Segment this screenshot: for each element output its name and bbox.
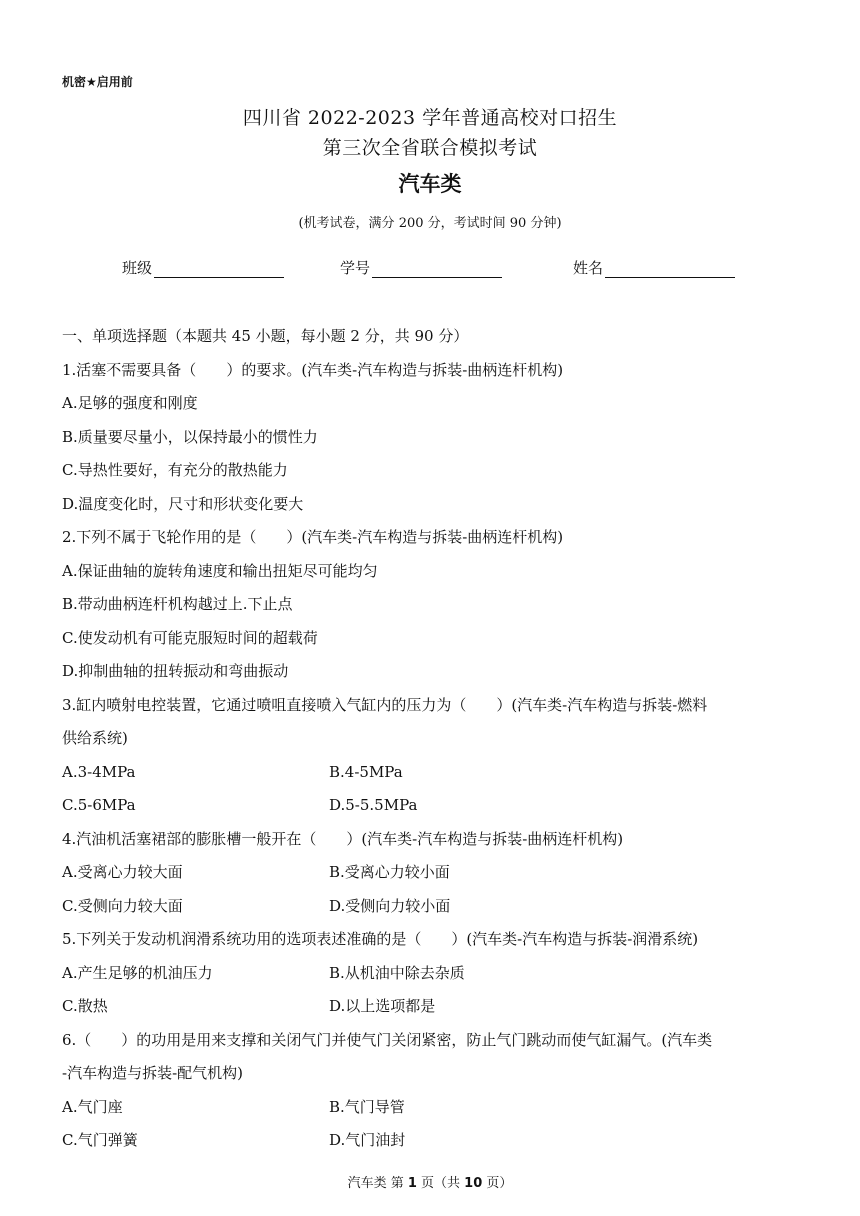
question-4-options-row1 [62, 856, 804, 890]
question-2-option-b: B.带动曲柄连杆机构越过上.下止点 [62, 595, 293, 613]
exam-title-line1: 四川省 2022-2023 学年普通高校对口招生 [242, 107, 618, 129]
question-4-option-c: C.受侧向力较大面 [62, 896, 183, 915]
question-4-option-a: A.受离心力较大面 [62, 863, 183, 881]
class-label: 班级 [122, 259, 153, 277]
exam-title-line2: 第三次全省联合模拟考试 [322, 137, 538, 159]
question-3-option-d: D.5-5.5MPa [329, 796, 418, 814]
question-6-option-c: C.气门弹簧 [62, 1131, 138, 1149]
question-6-stem-line2: -汽车构造与拆装-配气机构) [62, 1064, 243, 1082]
question-6-stem-line1: 6.（ ）的功用是用来支撑和关闭气门并使气门关闭紧密，防止气门跳动而使气缸漏气。(汽车类 [62, 1030, 713, 1049]
question-6-option-b: B.气门导管 [329, 1097, 405, 1116]
secret-label: 机密★启用前 [62, 75, 133, 89]
footer-suffix: 页） [482, 1176, 513, 1191]
question-3-option-b: B.4-5MPa [329, 762, 403, 781]
question-4-options-row2 [62, 890, 804, 924]
question-4-option-d: D.受侧向力较小面 [329, 896, 451, 915]
question-6-options-row2 [62, 1124, 804, 1158]
question-3-stem-line1: 3.缸内喷射电控装置，它通过喷咀直接喷入气缸内的压力为（ ）(汽车类-汽车构造与拆装-燃料 [62, 695, 708, 714]
class-field [122, 257, 284, 278]
footer-prefix: 汽车类 第 [347, 1176, 408, 1191]
class-blank [154, 262, 284, 278]
name-blank [605, 262, 735, 278]
student-id-label: 学号 [340, 259, 371, 277]
question-3-option-c: C.5-6MPa [62, 796, 136, 814]
question-5-option-b: B.从机油中除去杂质 [329, 963, 465, 982]
question-2-stem: 2.下列不属于飞轮作用的是（ ）(汽车类-汽车构造与拆装-曲柄连杆机构) [62, 528, 564, 546]
footer-middle: 页（共 [416, 1176, 465, 1191]
question-3-option-a: A.3-4MPa [62, 762, 136, 781]
subject-title: 汽车类 [398, 172, 462, 196]
page-footer [0, 1172, 860, 1191]
exam-note: (机考试卷，满分 200 分，考试时间 90 分钟) [298, 216, 562, 231]
question-3-options-row2 [62, 789, 804, 823]
question-3-stem-line2: 供给系统) [62, 729, 128, 747]
question-2-option-a: A.保证曲轴的旋转角速度和输出扭矩尽可能均匀 [62, 561, 378, 580]
question-1-option-c: C.导热性要好，有充分的散热能力 [62, 461, 288, 479]
question-1-option-b: B.质量要尽量小，以保持最小的惯性力 [62, 427, 318, 446]
section-heading: 一、单项选择题（本题共 45 小题，每小题 2 分，共 90 分） [62, 327, 469, 345]
question-4-stem: 4.汽油机活塞裙部的膨胀槽一般开在（ ）(汽车类-汽车构造与拆装-曲柄连杆机构) [62, 829, 624, 848]
student-id-blank [372, 262, 502, 278]
question-4-option-b: B.受离心力较小面 [329, 863, 450, 881]
question-6-option-a: A.气门座 [62, 1097, 123, 1116]
question-5-stem: 5.下列关于发动机润滑系统功用的选项表述准确的是（ ）(汽车类-汽车构造与拆装-润滑系统) [62, 930, 699, 948]
footer-total-pages: 10 [464, 1176, 483, 1191]
question-6-option-d: D.气门油封 [329, 1131, 406, 1149]
question-2-option-d: D.抑制曲轴的扭转振动和弯曲振动 [62, 662, 289, 680]
name-label: 姓名 [573, 259, 604, 277]
name-field [573, 257, 735, 278]
question-5-options-row2 [62, 990, 804, 1024]
question-6-options-row1 [62, 1091, 804, 1125]
question-5-option-c: C.散热 [62, 997, 108, 1015]
question-2-option-c: C.使发动机有可能克服短时间的超载荷 [62, 628, 318, 647]
question-1-option-d: D.温度变化时，尺寸和形状变化要大 [62, 494, 304, 513]
question-5-options-row1 [62, 957, 804, 991]
question-1-option-a: A.足够的强度和刚度 [62, 394, 198, 412]
question-1-stem: 1.活塞不需要具备（ ）的要求。(汽车类-汽车构造与拆装-曲柄连杆机构) [62, 360, 564, 379]
question-list [62, 320, 804, 1158]
footer-page-number: 1 [407, 1176, 417, 1191]
question-5-option-a: A.产生足够的机油压力 [62, 963, 213, 982]
question-3-options-row1 [62, 756, 804, 790]
student-id-field [340, 257, 502, 278]
question-5-option-d: D.以上选项都是 [329, 997, 436, 1015]
